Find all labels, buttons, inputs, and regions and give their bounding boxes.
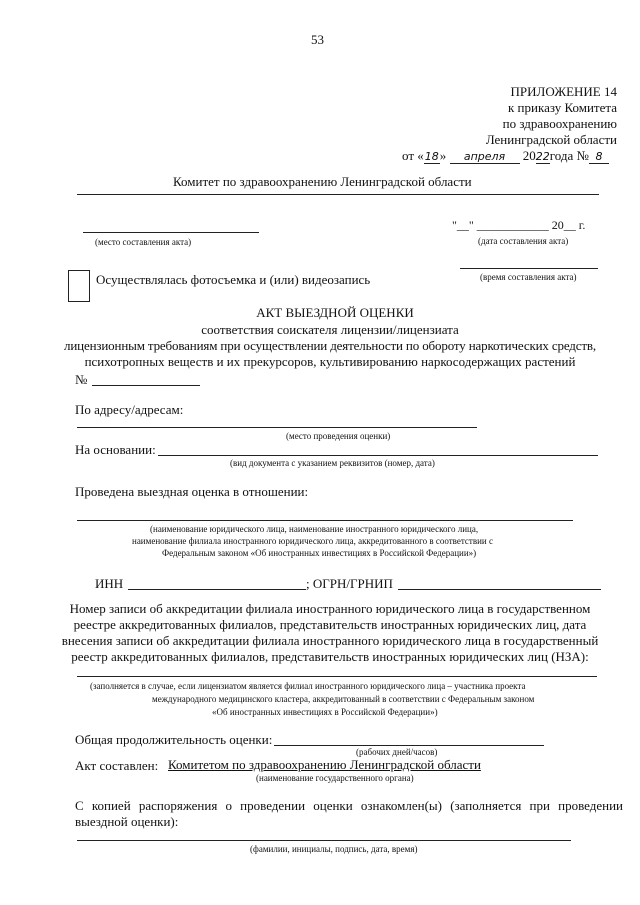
act-subtitle-1: соответствия соискателя лицензии/лицензиата xyxy=(201,322,459,337)
year-prefix: 20 xyxy=(522,148,536,163)
conducted-caption-1: (наименование юридического лица, наименование иностранного юридического лица, xyxy=(150,524,479,534)
act-subtitle-3: психотропных веществ и их прекурсоров, культивированию наркосодержащих растений xyxy=(84,354,576,369)
appendix-line2: по здравоохранению xyxy=(502,116,617,131)
act-time-line[interactable] xyxy=(460,268,598,269)
committee-underline xyxy=(77,194,599,195)
committee-name: Комитет по здравоохранению Ленинградской области xyxy=(173,174,472,189)
act-place-caption: (место составления акта) xyxy=(95,237,192,247)
act-date-year: 20__ г. xyxy=(551,218,586,232)
appendix-title: ПРИЛОЖЕНИЕ 14 xyxy=(510,84,617,99)
photo-video-checkbox[interactable] xyxy=(68,270,90,302)
copy-caption: (фамилии, инициалы, подпись, дата, время) xyxy=(250,844,418,854)
nza-line-2: реестре аккредитованных филиалов, представительств иностранных юридических лиц, дата xyxy=(73,617,587,632)
address-line[interactable] xyxy=(77,427,477,428)
act-date-field[interactable]: "__" ____________ 20__ г. xyxy=(452,218,586,232)
copy-signature-line[interactable] xyxy=(77,840,571,841)
photo-video-label: Осуществлялась фотосъемка и (или) видеозапись xyxy=(96,272,371,287)
conducted-label: Проведена выездная оценка в отношении: xyxy=(75,484,309,499)
duration-caption: (рабочих дней/часов) xyxy=(356,747,438,757)
date-month-handwritten: апреля xyxy=(450,150,520,164)
appendix-date xyxy=(402,148,609,164)
copy-line-1: С копией распоряжения о проведении оценки ознакомлен(ы) (заполняется при проведении xyxy=(75,798,623,813)
inn-label: ИНН xyxy=(95,576,124,591)
act-place-line[interactable] xyxy=(83,232,259,233)
act-date-quote: "__" xyxy=(452,218,474,232)
nza-line-1: Номер записи об аккредитации филиала иностранного юридического лица в государственном xyxy=(69,601,591,616)
act-number-line[interactable] xyxy=(92,385,200,386)
appendix-line1: к приказу Комитета xyxy=(507,100,617,115)
number-handwritten: 8 xyxy=(589,150,609,164)
page-number: 53 xyxy=(311,32,324,47)
year-suffix: года № xyxy=(549,148,589,163)
basis-line[interactable] xyxy=(158,455,598,456)
nza-line-3: внесения записи об аккредитации филиала иностранного юридического лица в государственный xyxy=(61,633,599,648)
nza-caption-3: «Об иностранных инвестициях в Российской Федерации») xyxy=(212,707,438,717)
conducted-caption-2: наименование филиала иностранного юридического лица, аккредитованного в соответствии с xyxy=(132,536,493,546)
compiled-caption: (наименование государственного органа) xyxy=(256,773,414,783)
address-caption: (место проведения оценки) xyxy=(286,431,391,441)
basis-caption: (вид документа с указанием реквизитов (номер, дата) xyxy=(230,458,435,468)
conducted-line[interactable] xyxy=(77,520,573,521)
act-number-label: № xyxy=(75,372,88,387)
nza-line[interactable] xyxy=(77,676,597,677)
appendix-line3: Ленинградской области xyxy=(485,132,617,147)
inn-line[interactable] xyxy=(128,589,306,590)
act-title: АКТ ВЫЕЗДНОЙ ОЦЕНКИ xyxy=(256,305,414,320)
copy-line-2: выездной оценки): xyxy=(75,814,179,829)
duration-label: Общая продолжительность оценки: xyxy=(75,732,273,747)
nza-line-4: реестр аккредитованных филиалов, представительств иностранных юридических лиц (НЗА): xyxy=(71,649,589,664)
year-handwritten: 22 xyxy=(535,150,550,163)
ogrn-line[interactable] xyxy=(398,589,601,590)
duration-line[interactable] xyxy=(274,745,544,746)
ogrn-label: ; ОГРН/ГРНИП xyxy=(306,576,393,591)
nza-caption-1: (заполняется в случае, если лицензиатом является филиал иностранного юридического лица – участника проекта xyxy=(90,681,526,691)
basis-label: На основании: xyxy=(75,442,156,457)
conducted-caption-3: Федеральным законом «Об иностранных инвестициях в Российской Федерации») xyxy=(162,548,477,558)
compiled-value: Комитетом по здравоохранению Ленинградской области xyxy=(168,757,481,772)
act-subtitle-2: лицензионным требованиям при осуществлении деятельности по обороту наркотических средств, xyxy=(64,338,596,353)
address-label: По адресу/адресам: xyxy=(75,402,184,417)
date-prefix: от « xyxy=(402,148,424,163)
date-mid: » xyxy=(439,148,447,163)
date-day-handwritten: 18 xyxy=(424,150,439,163)
compiled-label: Акт составлен: xyxy=(75,758,159,773)
act-time-caption: (время составления акта) xyxy=(480,272,577,282)
nza-caption-2: международного медицинского кластера, аккредитованный в соответствии с Федеральным законом xyxy=(152,694,535,704)
act-date-caption: (дата составления акта) xyxy=(478,236,569,246)
